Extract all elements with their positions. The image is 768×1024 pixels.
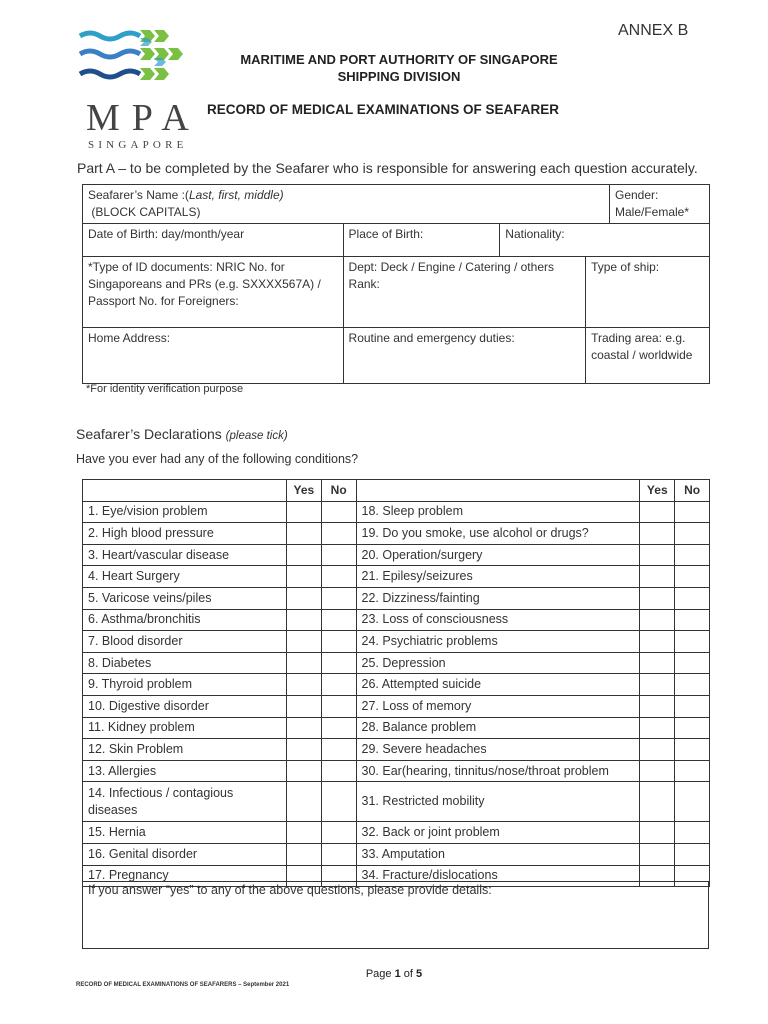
condition-label: 6. Asthma/bronchitis bbox=[83, 609, 287, 631]
table-row bbox=[83, 631, 710, 653]
condition-label: 1. Eye/vision problem bbox=[83, 501, 287, 523]
table-row bbox=[83, 782, 710, 822]
yes-checkbox[interactable] bbox=[286, 587, 321, 609]
gender-field[interactable] bbox=[610, 185, 710, 224]
yes-checkbox[interactable] bbox=[286, 609, 321, 631]
conditions-table bbox=[82, 479, 710, 887]
condition-label: 8. Diabetes bbox=[83, 652, 287, 674]
table-row bbox=[83, 695, 710, 717]
condition-label: 24. Psychiatric problems bbox=[356, 631, 640, 653]
yes-checkbox[interactable] bbox=[640, 760, 675, 782]
yes-checkbox[interactable] bbox=[640, 587, 675, 609]
yes-checkbox[interactable] bbox=[640, 652, 675, 674]
header-blank-right bbox=[356, 480, 640, 502]
no-checkbox[interactable] bbox=[321, 609, 356, 631]
table-row bbox=[83, 587, 710, 609]
conditions-question: Have you ever had any of the following conditions? bbox=[76, 452, 359, 466]
header-yes-right: Yes bbox=[640, 480, 675, 502]
page-total: 5 bbox=[416, 968, 423, 980]
page-number bbox=[0, 968, 768, 980]
declarations-heading bbox=[76, 426, 288, 442]
condition-label: 17. Pregnancy bbox=[83, 865, 287, 887]
table-row bbox=[83, 544, 710, 566]
condition-label: 33. Amputation bbox=[356, 843, 640, 865]
yes-checkbox[interactable] bbox=[286, 566, 321, 588]
condition-label: 11. Kidney problem bbox=[83, 717, 287, 739]
no-checkbox[interactable] bbox=[321, 739, 356, 761]
yes-checkbox[interactable] bbox=[286, 674, 321, 696]
condition-label: 21. Epilesy/seizures bbox=[356, 566, 640, 588]
dept-label: Dept: Deck / Engine / Catering / others bbox=[348, 260, 554, 274]
condition-label: 4. Heart Surgery bbox=[83, 566, 287, 588]
condition-label: 9. Thyroid problem bbox=[83, 674, 287, 696]
table-row bbox=[83, 760, 710, 782]
name-caps-hint: (BLOCK CAPITALS) bbox=[91, 205, 201, 219]
no-checkbox[interactable] bbox=[675, 717, 710, 739]
condition-label: 20. Operation/surgery bbox=[356, 544, 640, 566]
table-row bbox=[83, 566, 710, 588]
no-checkbox[interactable] bbox=[675, 843, 710, 865]
header-division: SHIPPING DIVISION bbox=[337, 69, 461, 84]
condition-label: 15. Hernia bbox=[83, 822, 287, 844]
no-checkbox[interactable] bbox=[321, 695, 356, 717]
ship-type-field[interactable]: Type of ship: bbox=[586, 257, 710, 328]
yes-checkbox[interactable] bbox=[640, 544, 675, 566]
condition-label: 30. Ear(hearing, tinnitus/nose/throat problem bbox=[356, 760, 640, 782]
no-checkbox[interactable] bbox=[675, 739, 710, 761]
condition-label: 5. Varicose veins/piles bbox=[83, 587, 287, 609]
page-prefix: Page bbox=[365, 968, 395, 980]
duties-field[interactable]: Routine and emergency duties: bbox=[343, 328, 586, 384]
condition-label: 19. Do you smoke, use alcohol or drugs? bbox=[356, 523, 640, 545]
condition-label: 25. Depression bbox=[356, 652, 640, 674]
condition-label: 29. Severe headaches bbox=[356, 739, 640, 761]
yes-checkbox[interactable] bbox=[640, 822, 675, 844]
no-checkbox[interactable] bbox=[675, 674, 710, 696]
rank-label: Rank: bbox=[348, 277, 380, 291]
table-row bbox=[83, 674, 710, 696]
table-row bbox=[83, 652, 710, 674]
yes-checkbox[interactable] bbox=[286, 652, 321, 674]
yes-checkbox[interactable] bbox=[640, 782, 675, 822]
table-row bbox=[83, 717, 710, 739]
no-checkbox[interactable] bbox=[321, 843, 356, 865]
condition-label: 14. Infectious / contagious diseases bbox=[83, 782, 287, 822]
gender-options: Male/Female* bbox=[615, 205, 690, 219]
name-field[interactable] bbox=[83, 185, 610, 224]
gender-label: Gender: bbox=[615, 188, 659, 202]
condition-label: 12. Skin Problem bbox=[83, 739, 287, 761]
name-label: Seafarer’s Name :( bbox=[88, 188, 189, 202]
yes-checkbox[interactable] bbox=[640, 843, 675, 865]
address-field[interactable]: Home Address: bbox=[83, 328, 344, 384]
no-checkbox[interactable] bbox=[675, 609, 710, 631]
yes-checkbox[interactable] bbox=[286, 544, 321, 566]
no-checkbox[interactable] bbox=[321, 501, 356, 523]
table-row bbox=[83, 843, 710, 865]
dept-field[interactable] bbox=[343, 257, 586, 328]
logo-subtitle: SINGAPORE bbox=[88, 139, 188, 151]
condition-label: 13. Allergies bbox=[83, 760, 287, 782]
yes-checkbox[interactable] bbox=[286, 695, 321, 717]
no-checkbox[interactable] bbox=[321, 782, 356, 822]
condition-label: 10. Digestive disorder bbox=[83, 695, 287, 717]
header-no-left: No bbox=[321, 480, 356, 502]
condition-label: 16. Genital disorder bbox=[83, 843, 287, 865]
header-blank-left bbox=[83, 480, 287, 502]
yes-checkbox[interactable] bbox=[286, 523, 321, 545]
header-authority: MARITIME AND PORT AUTHORITY OF SINGAPORE bbox=[240, 52, 558, 67]
name-label-italic: Last, first, middle) bbox=[188, 188, 284, 202]
no-checkbox[interactable] bbox=[675, 652, 710, 674]
condition-label: 31. Restricted mobility bbox=[356, 782, 640, 822]
no-checkbox[interactable] bbox=[675, 501, 710, 523]
yes-checkbox[interactable] bbox=[640, 674, 675, 696]
trading-area-field[interactable]: Trading area: e.g. coastal / worldwide bbox=[586, 328, 710, 384]
no-checkbox[interactable] bbox=[321, 822, 356, 844]
yes-checkbox[interactable] bbox=[286, 822, 321, 844]
header-yes-left: Yes bbox=[286, 480, 321, 502]
table-row bbox=[83, 739, 710, 761]
yes-checkbox[interactable] bbox=[286, 501, 321, 523]
yes-checkbox[interactable] bbox=[286, 843, 321, 865]
no-checkbox[interactable] bbox=[675, 822, 710, 844]
yes-checkbox[interactable] bbox=[286, 631, 321, 653]
no-checkbox[interactable] bbox=[321, 631, 356, 653]
table-row bbox=[83, 501, 710, 523]
no-checkbox[interactable] bbox=[321, 566, 356, 588]
condition-label: 2. High blood pressure bbox=[83, 523, 287, 545]
details-box[interactable] bbox=[82, 881, 709, 949]
no-checkbox[interactable] bbox=[675, 523, 710, 545]
condition-label: 28. Balance problem bbox=[356, 717, 640, 739]
part-a-instructions: Part A – to be completed by the Seafarer who is responsible for answering each question accurately. bbox=[77, 160, 698, 176]
declarations-title: Seafarer’s Declarations bbox=[76, 426, 222, 442]
table-row bbox=[83, 523, 710, 545]
no-checkbox[interactable] bbox=[675, 695, 710, 717]
yes-checkbox[interactable] bbox=[286, 760, 321, 782]
yes-checkbox[interactable] bbox=[640, 739, 675, 761]
condition-label: 26. Attempted suicide bbox=[356, 674, 640, 696]
page-current: 1 bbox=[394, 968, 401, 980]
pob-field[interactable]: Place of Birth: bbox=[343, 224, 500, 257]
no-checkbox[interactable] bbox=[321, 544, 356, 566]
yes-checkbox[interactable] bbox=[286, 739, 321, 761]
no-checkbox[interactable] bbox=[321, 717, 356, 739]
yes-checkbox[interactable] bbox=[640, 523, 675, 545]
footnote: *For identity verification purpose bbox=[86, 383, 244, 395]
yes-checkbox[interactable] bbox=[640, 631, 675, 653]
annex-label: ANNEX B bbox=[618, 22, 689, 39]
no-checkbox[interactable] bbox=[675, 782, 710, 822]
yes-checkbox[interactable] bbox=[640, 609, 675, 631]
logo-wordmark: MPA bbox=[86, 97, 201, 139]
id-docs-field[interactable]: *Type of ID documents: NRIC No. for Singaporeans and PRs (e.g. SXXXX567A) / Passport No. for Foreigners: bbox=[83, 257, 344, 328]
condition-label: 34. Fracture/dislocations bbox=[356, 865, 640, 887]
yes-checkbox[interactable] bbox=[640, 501, 675, 523]
yes-checkbox[interactable] bbox=[286, 717, 321, 739]
no-checkbox[interactable] bbox=[675, 544, 710, 566]
no-checkbox[interactable] bbox=[321, 652, 356, 674]
condition-label: 23. Loss of consciousness bbox=[356, 609, 640, 631]
footer-text: RECORD OF MEDICAL EXAMINATIONS OF SEAFARERS – September 2021 bbox=[76, 982, 290, 988]
no-checkbox[interactable] bbox=[675, 631, 710, 653]
no-checkbox[interactable] bbox=[321, 760, 356, 782]
table-row bbox=[83, 609, 710, 631]
declarations-hint: (please tick) bbox=[225, 430, 288, 442]
dob-field[interactable]: Date of Birth: day/month/year bbox=[83, 224, 344, 257]
yes-checkbox[interactable] bbox=[286, 782, 321, 822]
no-checkbox[interactable] bbox=[675, 566, 710, 588]
table-row bbox=[83, 822, 710, 844]
document-title: RECORD OF MEDICAL EXAMINATIONS OF SEAFARER bbox=[207, 102, 560, 117]
condition-label: 3. Heart/vascular disease bbox=[83, 544, 287, 566]
seafarer-details-table bbox=[82, 184, 710, 384]
details-prompt: If you answer “yes” to any of the above questions, please provide details: bbox=[88, 883, 492, 897]
no-checkbox[interactable] bbox=[321, 523, 356, 545]
no-checkbox[interactable] bbox=[321, 587, 356, 609]
nationality-field[interactable]: Nationality: bbox=[500, 224, 710, 257]
yes-checkbox[interactable] bbox=[640, 695, 675, 717]
yes-checkbox[interactable] bbox=[640, 566, 675, 588]
header-no-right: No bbox=[675, 480, 710, 502]
condition-label: 7. Blood disorder bbox=[83, 631, 287, 653]
no-checkbox[interactable] bbox=[675, 587, 710, 609]
condition-label: 27. Loss of memory bbox=[356, 695, 640, 717]
page-sep: of bbox=[400, 968, 417, 980]
condition-label: 18. Sleep problem bbox=[356, 501, 640, 523]
no-checkbox[interactable] bbox=[321, 674, 356, 696]
yes-checkbox[interactable] bbox=[640, 717, 675, 739]
no-checkbox[interactable] bbox=[675, 760, 710, 782]
condition-label: 22. Dizziness/fainting bbox=[356, 587, 640, 609]
condition-label: 32. Back or joint problem bbox=[356, 822, 640, 844]
